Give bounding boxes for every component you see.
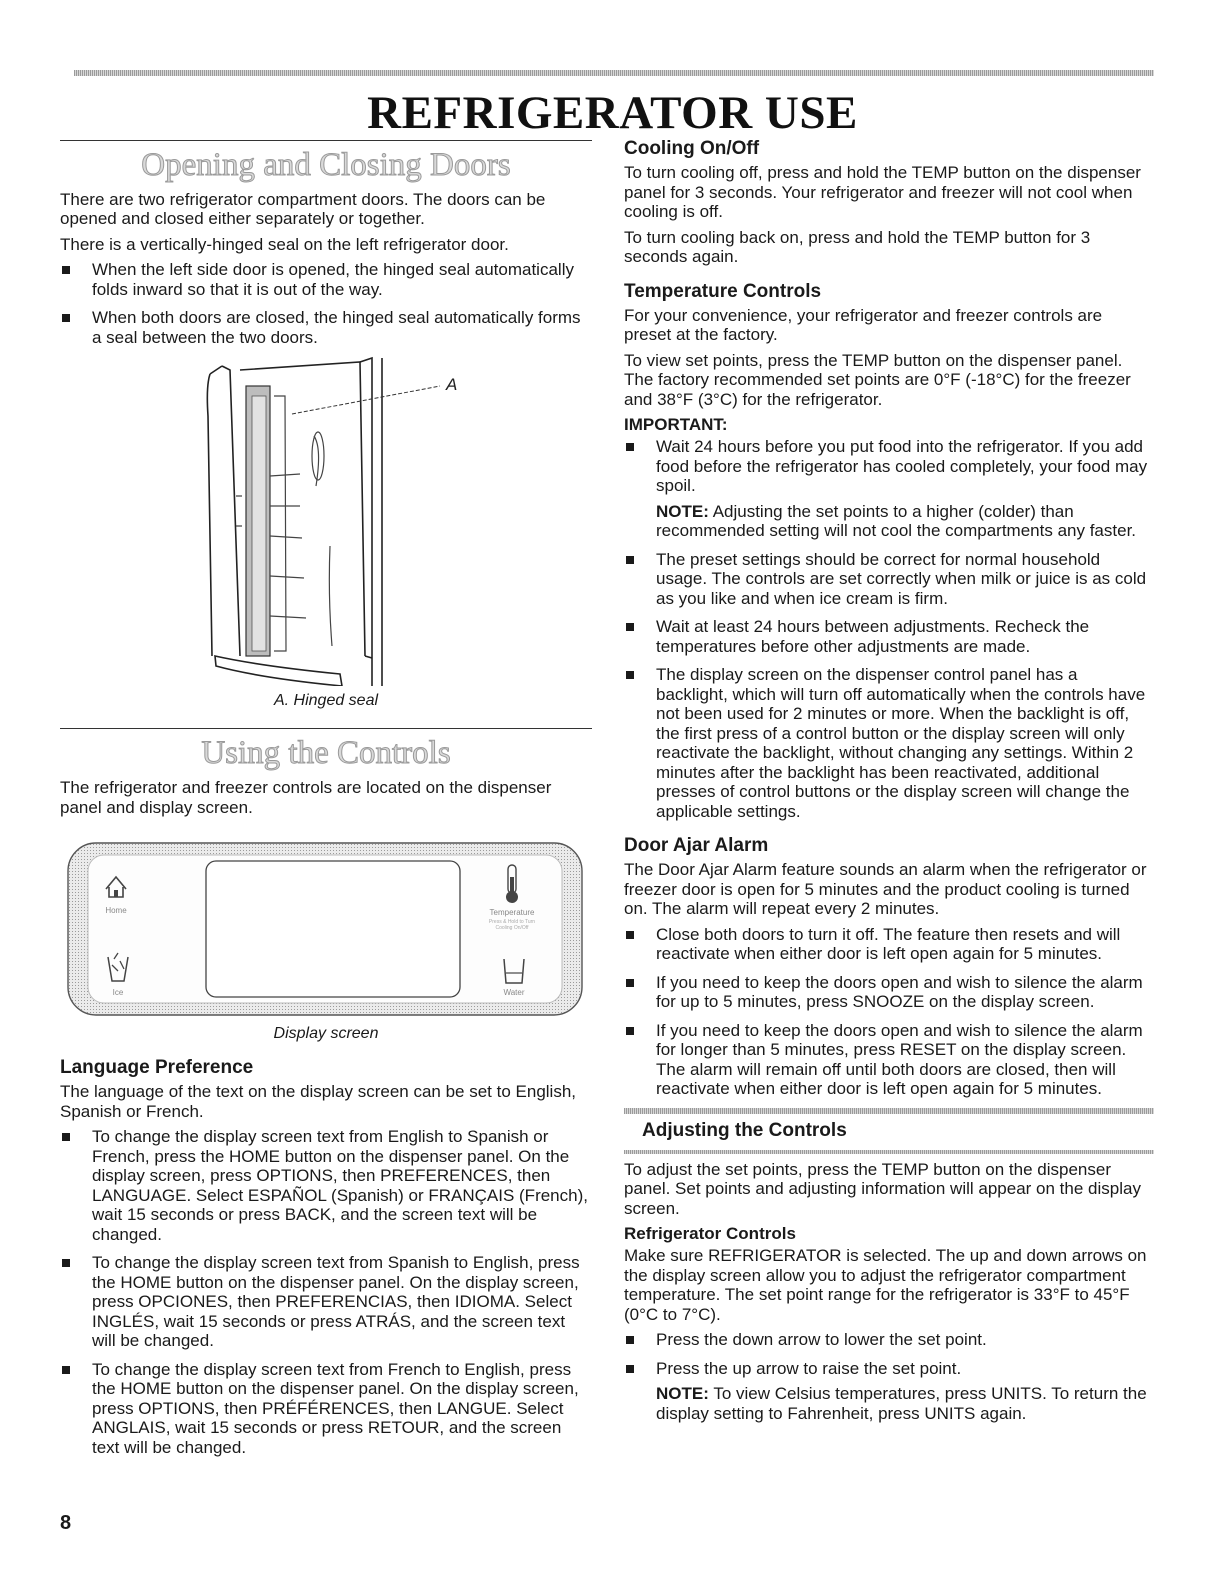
list-item: [624, 437, 1154, 541]
note-label: NOTE:: [656, 1384, 709, 1403]
refrigerator-controls-heading: Refrigerator Controls: [624, 1224, 796, 1243]
note: [656, 502, 1154, 541]
adjusting-paragraph-1: To adjust the set points, press the TEMP button on the dispenser panel. Set points and adjusting information will appear on the display screen.: [624, 1159, 1141, 1218]
list-item: To change the display screen text from Spanish to English, press the HOME button on the dispenser panel. On the display screen, press OPCIONES, then PREFERENCIAS, then IDIOMA. Select INGLÉS, wait 15 seconds or press ATRÁS, and the screen text will be changed.: [60, 1253, 592, 1351]
temperature-paragraph-2: To view set points, press the TEMP button on the dispenser panel. The factory recommended set points are 0°F (-18°C) for the freezer and 38°F (3°C) for the refrigerator.: [624, 350, 1131, 409]
display-caption: Display screen: [273, 1025, 379, 1043]
list-item: Press the down arrow to lower the set point.: [624, 1330, 1154, 1350]
adjusting-band-top: [624, 1108, 1154, 1114]
note-label: NOTE:: [656, 501, 709, 521]
section-divider: [60, 140, 592, 141]
door-alarm-bullet-list: [624, 925, 1154, 1099]
dispenser-panel-illustration: [66, 841, 586, 1019]
list-item: The preset settings should be correct for normal household usage. The controls are set correctly when milk or juice is as cold as you like and when ice cream is firm.: [624, 550, 1154, 609]
door-alarm-heading: Door Ajar Alarm: [624, 835, 769, 856]
list-item: When both doors are closed, the hinged seal automatically forms a seal between the two doors.: [60, 308, 592, 347]
water-label: Water: [503, 988, 525, 998]
list-item: To change the display screen text from French to English, press the HOME button on the dispenser panel. On the display screen, press OPTIONS, then PRÉFÉRENCES, then LANGUE. Select ANGLAIS, wait 15 seconds or press RETOUR, and the screen text will be changed.: [60, 1360, 592, 1458]
page-title: REFRIGERATOR USE: [367, 87, 858, 139]
adjusting-band-bottom: [624, 1150, 1154, 1154]
note: [656, 1384, 1154, 1423]
temperature-sublabel-1: Press & Hold to Turn: [488, 919, 536, 926]
dispenser-panel: [66, 841, 586, 1019]
right-column: [624, 138, 1154, 1432]
doors-bullet-list: [60, 260, 592, 347]
note-text: Adjusting the set points to a higher (colder) than recommended setting will not cool the compartments any faster.: [656, 501, 1137, 540]
top-rule: [74, 70, 1154, 76]
important-label: IMPORTANT:: [624, 415, 728, 434]
doors-heading: Opening and Closing Doors: [141, 147, 511, 183]
list-item: If you need to keep the doors open and wish to silence the alarm for up to 5 minutes, press SNOOZE on the display screen.: [624, 973, 1154, 1012]
list-item: Close both doors to turn it off. The feature then resets and will reactivate when either door is left open again for 5 minutes.: [624, 925, 1154, 964]
cooling-paragraph-2: To turn cooling back on, press and hold the TEMP button for 3 seconds again.: [624, 227, 1091, 266]
fridge-door-drawing: [60, 356, 592, 686]
list-item: When the left side door is opened, the hinged seal automatically folds inward so that it is out of the way.: [60, 260, 592, 299]
note-text: To view Celsius temperatures, press UNITS. To return the display setting to Fahrenheit, press UNITS again.: [656, 1384, 1147, 1423]
doors-paragraph-1: There are two refrigerator compartment doors. The doors can be opened and closed either separately or together.: [60, 189, 546, 229]
door-alarm-paragraph: The Door Ajar Alarm feature sounds an alarm when the refrigerator or freezer door is open for 5 minutes and the product cooling is turned on. The alarm will repeat every 2 minutes.: [624, 860, 1147, 918]
adjusting-bullet-list: [624, 1330, 1154, 1423]
adjusting-heading: Adjusting the Controls: [642, 1119, 847, 1141]
list-item: If you need to keep the doors open and wish to silence the alarm for longer than 5 minutes, press RESET on the display screen. The alarm will remain off until both doors are closed, then will reactivate when either door is left open again for 5 minutes.: [624, 1021, 1154, 1099]
list-item: [624, 1359, 1154, 1424]
language-heading: Language Preference: [60, 1057, 254, 1079]
cooling-heading: Cooling On/Off: [624, 138, 760, 159]
display-screen[interactable]: [206, 861, 460, 997]
doors-paragraph-2: There is a vertically-hinged seal on the left refrigerator door.: [60, 234, 509, 254]
home-label: Home: [105, 906, 127, 916]
temperature-heading: Temperature Controls: [624, 280, 822, 302]
list-item-text: Press the up arrow to raise the set point.: [656, 1358, 962, 1378]
left-column: [60, 140, 592, 1466]
list-item-text: Wait 24 hours before you put food into the refrigerator. If you add food before the refrigerator has cooled completely, your food may spoil.: [656, 437, 1148, 495]
controls-paragraph: The refrigerator and freezer controls are located on the dispenser panel and display screen.: [60, 778, 552, 817]
ice-label: Ice: [112, 988, 124, 998]
section-divider: [60, 728, 592, 729]
fridge-caption: A. Hinged seal: [273, 692, 379, 710]
temperature-label: Temperature: [489, 908, 535, 918]
language-bullet-list: [60, 1127, 592, 1457]
temperature-bullet-list: [624, 437, 1154, 821]
list-item: Wait at least 24 hours between adjustments. Recheck the temperatures before other adjustments are made.: [624, 617, 1154, 656]
temperature-sublabel-2: Cooling On/Off: [495, 925, 529, 932]
leader-line: [292, 386, 440, 414]
cooling-paragraph-1: To turn cooling off, press and hold the TEMP button on the dispenser panel for 3 seconds. Your refrigerator and freezer will not cool when cooling is off.: [624, 163, 1141, 221]
figure-label-a: A: [446, 375, 458, 395]
page-number: 8: [60, 1512, 72, 1534]
fridge-illustration: [60, 356, 592, 686]
language-paragraph: The language of the text on the display screen can be set to English, Spanish or French.: [60, 1082, 577, 1121]
temperature-paragraph-1: For your convenience, your refrigerator and freezer controls are preset at the factory.: [624, 305, 1103, 344]
list-item: The display screen on the dispenser control panel has a backlight, which will turn off automatically when the controls have not been used for 2 minutes or more. When the backlight is off, the first press of a control button or the display screen will only reactivate the backlight, without changing any settings. Within 2 minutes after the backlight has been reactivated, additional presses of control buttons or the display screen will change the applicable settings.: [624, 665, 1154, 821]
adjusting-paragraph-2: Make sure REFRIGERATOR is selected. The up and down arrows on the display screen allow you to adjust the refrigerator compartment temperature. The set point range for the refrigerator is 33°F to 45°F (0°C to 7°C).: [624, 1246, 1147, 1324]
controls-heading: Using the Controls: [201, 735, 451, 772]
list-item: To change the display screen text from English to Spanish or French, press the HOME button on the dispenser panel. On the display screen, press OPTIONS, then PREFERENCES, then LANGUAGE. Select ESPAÑOL (Spanish) or FRANÇAIS (French), wait 15 seconds or press BACK, and the screen text will be changed.: [60, 1127, 592, 1244]
